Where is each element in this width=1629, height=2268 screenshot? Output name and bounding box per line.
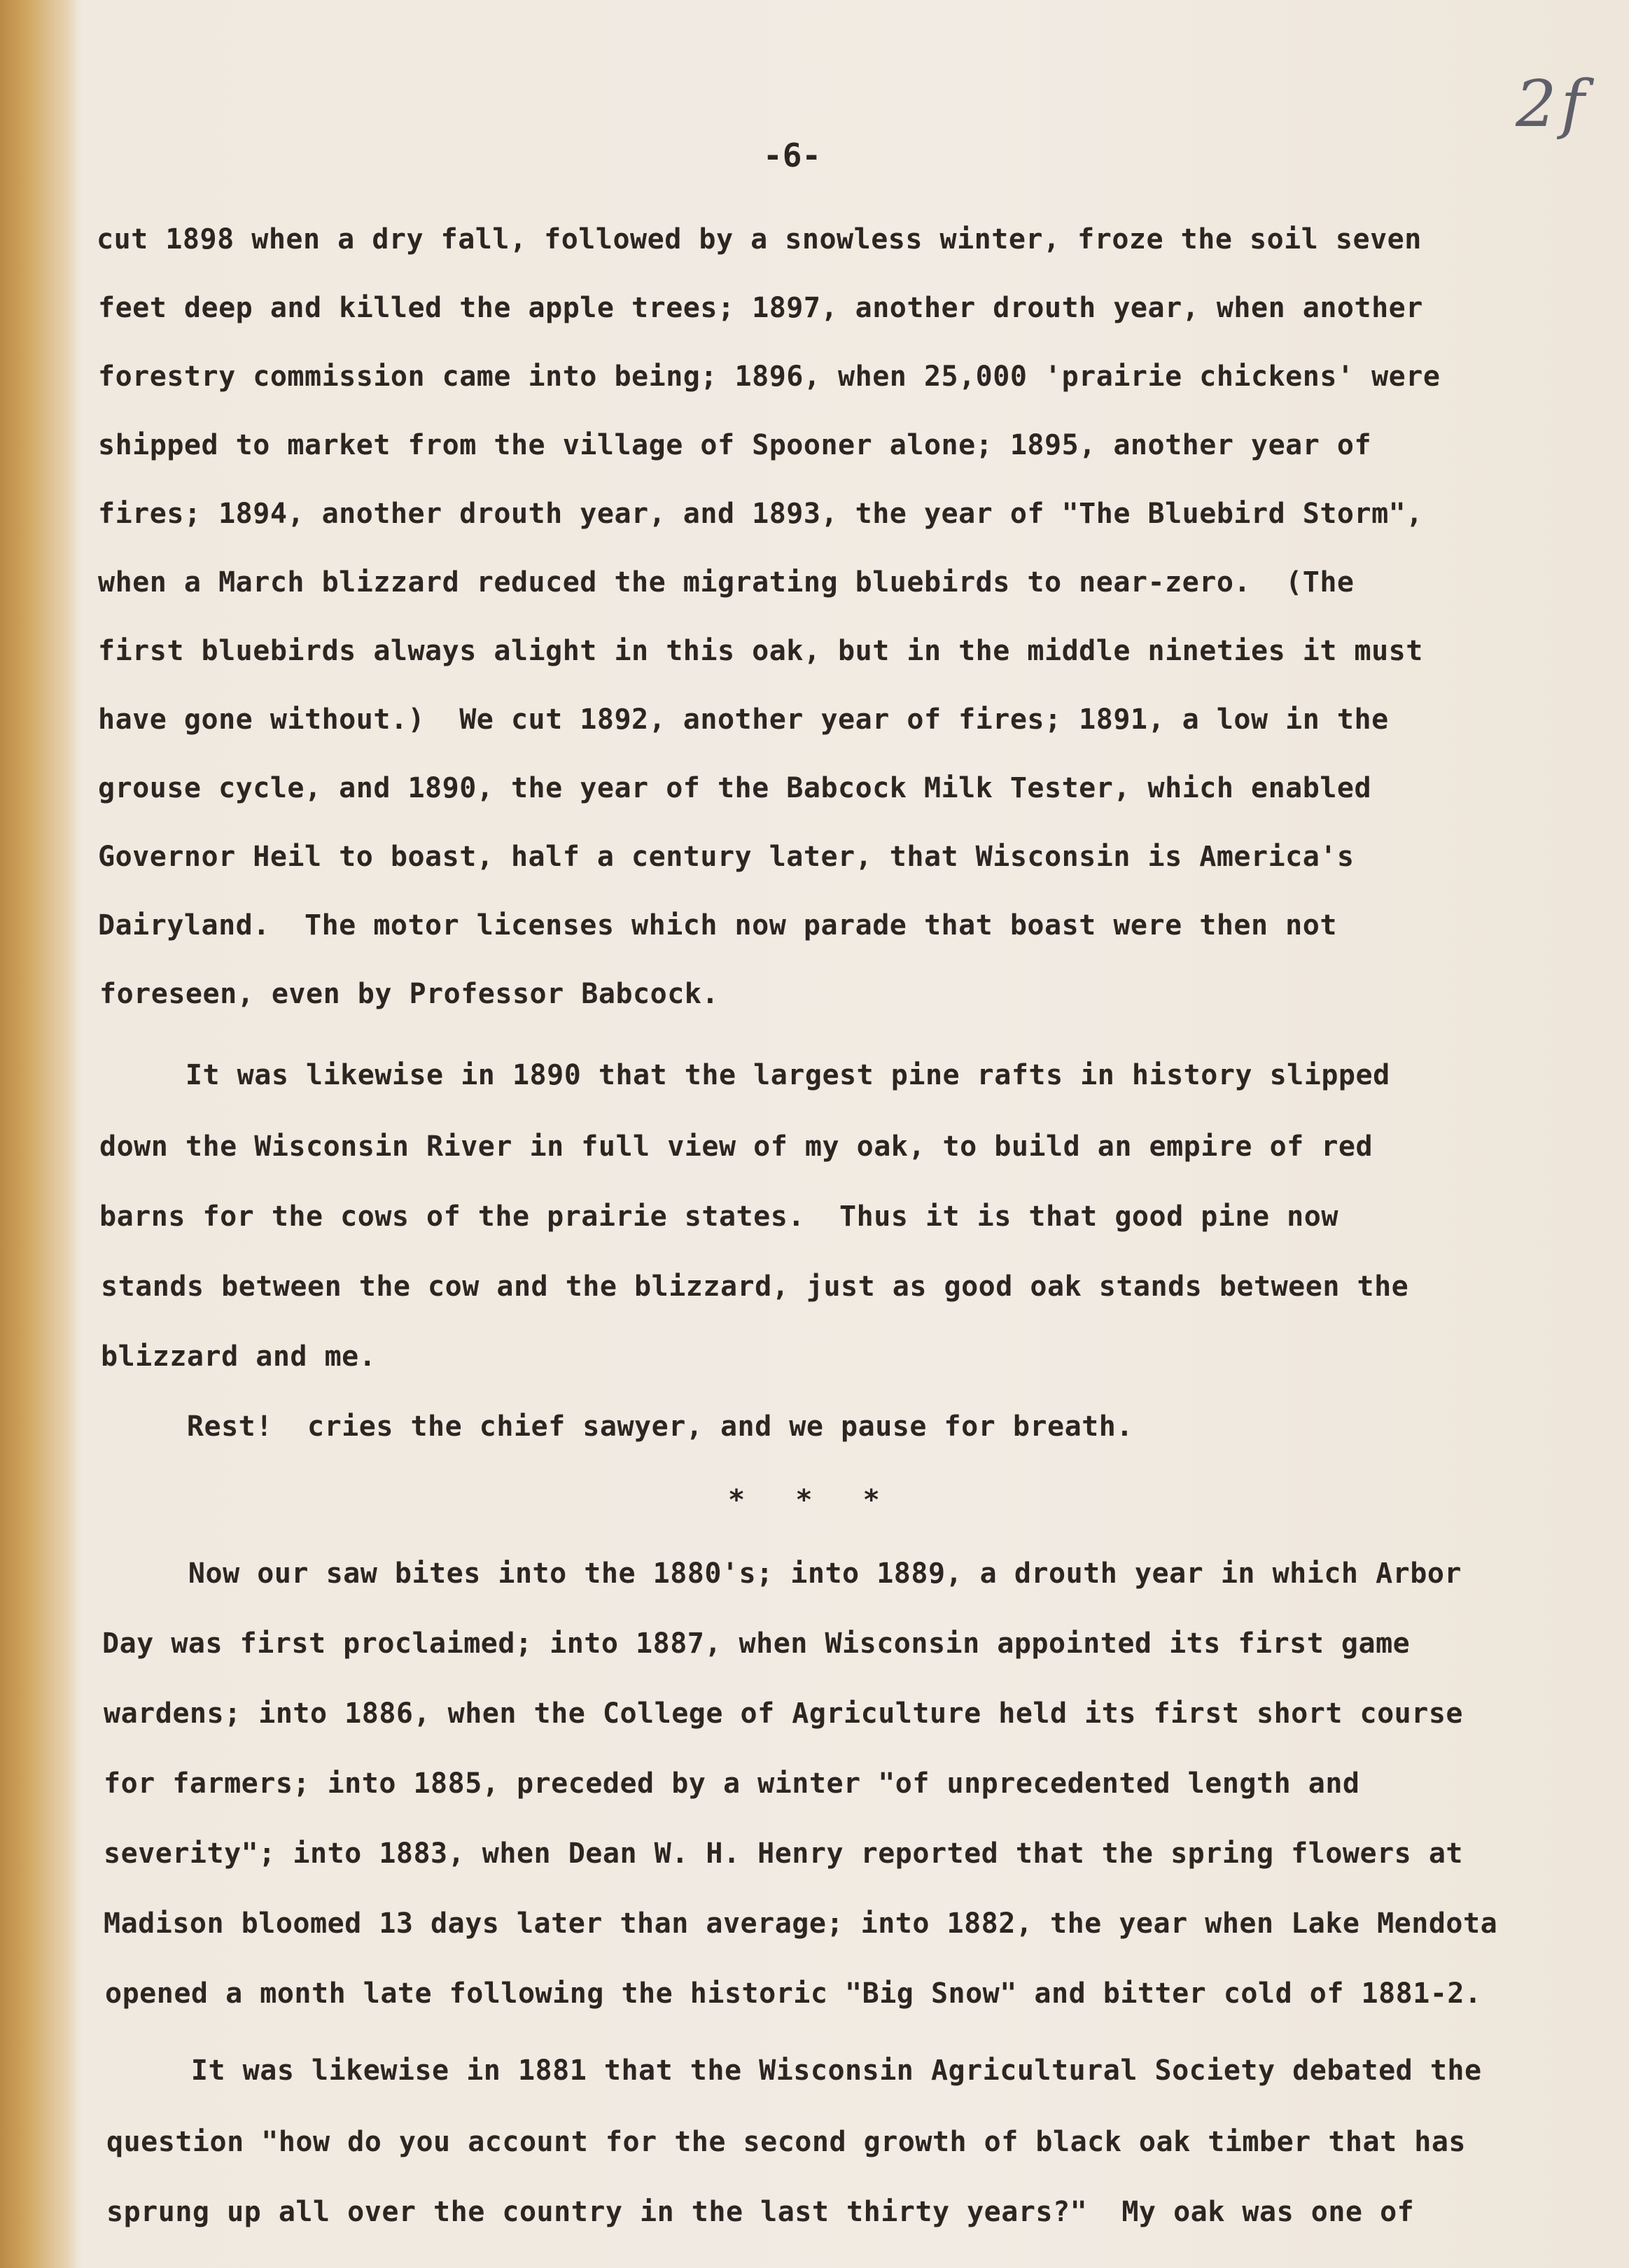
- text-line: forestry commission came into being; 1896, when 25,000 'prairie chickens' were: [98, 360, 1441, 393]
- text-line: barns for the cows of the prairie states. Thus it is that good pine now: [99, 1200, 1338, 1233]
- text-line: stands between the cow and the blizzard, just as good oak stands between the: [101, 1270, 1409, 1303]
- text-line: Day was first proclaimed; into 1887, when Wisconsin appointed its first game: [102, 1628, 1411, 1660]
- handwritten-folio-mark: 2f: [1516, 66, 1589, 141]
- text-line: sprung up all over the country in the last thirty years?" My oak was one of: [106, 2196, 1415, 2228]
- text-line: wardens; into 1886, when the College of Agriculture held its first short course: [104, 1698, 1463, 1730]
- text-line: Dairyland. The motor licenses which now parade that boast were then not: [98, 909, 1337, 941]
- text-line: Governor Heil to boast, half a century later, that Wisconsin is America's: [98, 841, 1355, 873]
- text-line: grouse cycle, and 1890, the year of the Babcock Milk Tester, which enabled: [98, 772, 1372, 804]
- text-line: opened a month late following the historic "Big Snow" and bitter cold of 1881-2.: [105, 1977, 1482, 2010]
- text-line: when a March blizzard reduced the migrating bluebirds to near-zero. (The: [98, 566, 1355, 598]
- text-line: It was likewise in 1890 that the largest pine rafts in history slipped: [99, 1059, 1390, 1091]
- page-number: -6-: [763, 136, 822, 174]
- text-line: Now our saw bites into the 1880's; into 1889, a drouth year in which Arbor: [102, 1558, 1462, 1590]
- text-line: down the Wisconsin River in full view of my oak, to build an empire of red: [99, 1130, 1373, 1163]
- text-line: It was likewise in 1881 that the Wisconsin Agricultural Society debated the: [105, 2054, 1482, 2087]
- text-line: feet deep and killed the apple trees; 1897, another drouth year, when another: [98, 292, 1423, 324]
- text-line: first bluebirds always alight in this oak, but in the middle nineties it must: [98, 635, 1423, 667]
- text-line: blizzard and me.: [101, 1340, 377, 1373]
- text-line: cut 1898 when a dry fall, followed by a snowless winter, froze the soil seven: [97, 223, 1422, 255]
- text-line: question "how do you account for the second growth of black oak timber that has: [106, 2126, 1466, 2158]
- text-line: fires; 1894, another drouth year, and 1893, the year of "The Bluebird Storm",: [98, 498, 1423, 530]
- page-binding-edge: [0, 0, 77, 2268]
- text-line: Madison bloomed 13 days later than average; into 1882, the year when Lake Mendota: [104, 1907, 1498, 1940]
- section-separator: * * *: [728, 1484, 880, 1516]
- text-line: for farmers; into 1885, preceded by a winter "of unprecedented length and: [104, 1768, 1360, 1800]
- text-line: Rest! cries the chief sawyer, and we pause for breath.: [101, 1410, 1133, 1443]
- text-line: foreseen, even by Professor Babcock.: [99, 978, 719, 1010]
- text-line: severity"; into 1883, when Dean W. H. Henry reported that the spring flowers at: [104, 1837, 1463, 1870]
- text-line: have gone without.) We cut 1892, another year of fires; 1891, a low in the: [98, 704, 1389, 736]
- text-line: shipped to market from the village of Spooner alone; 1895, another year of: [98, 429, 1372, 461]
